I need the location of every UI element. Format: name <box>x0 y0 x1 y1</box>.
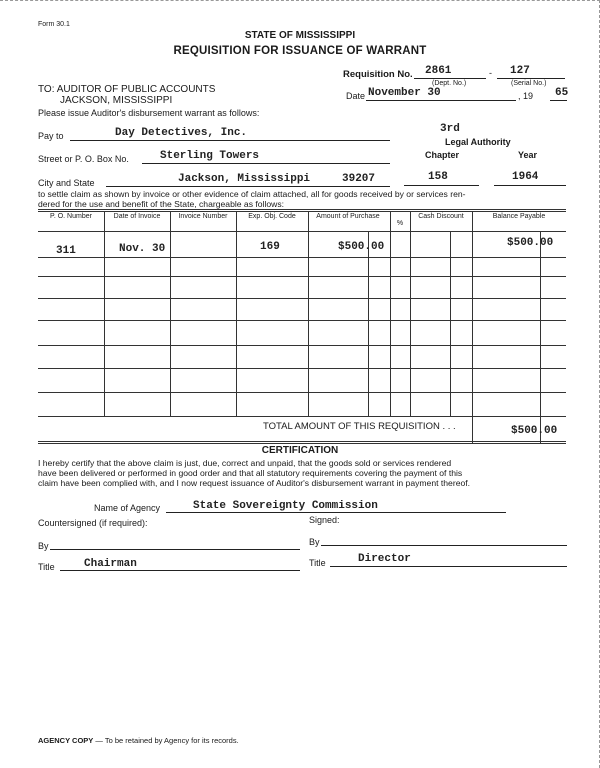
session-value: 3rd <box>440 123 460 135</box>
pay-to-value: Day Detectives, Inc. <box>115 127 248 139</box>
legal-year-value: 1964 <box>512 171 539 183</box>
left-title-value: Chairman <box>84 558 137 570</box>
chapter-value: 158 <box>428 171 448 183</box>
serial-number-line <box>497 78 565 79</box>
date-value: November 30 <box>368 87 441 99</box>
requisition-label: Requisition No. <box>343 69 413 80</box>
right-by-label: By <box>309 537 320 547</box>
street-line <box>142 163 390 164</box>
certification-title: CERTIFICATION <box>261 445 339 456</box>
right-title-value: Director <box>358 553 411 565</box>
instruction-text: Please issue Auditor's disbursement warrant as follows: <box>38 108 260 118</box>
row-amount: $500.00 <box>338 241 385 253</box>
street-label: Street or P. O. Box No. <box>38 154 129 164</box>
signed-label: Signed: <box>309 515 340 525</box>
zip-value: 39207 <box>342 173 376 185</box>
header-exp-obj-code: Exp. Obj. Code <box>248 213 296 220</box>
street-value: Sterling Towers <box>160 150 260 162</box>
claim-text-line2: dered for the use and benefit of the State, chargeable as follows: <box>38 199 285 209</box>
header-cash-discount: Cash Discount <box>418 213 464 220</box>
certification-line3: claim have been complied with, and I now request issuance of Auditor's disbursement warrant in payment thereof. <box>38 478 471 488</box>
footer-note <box>38 736 239 745</box>
left-by-line <box>50 549 300 550</box>
claim-text-line1: to settle claim as shown by invoice or other evidence of claim attached, all for goods received by or services ren- <box>38 189 466 199</box>
header-invoice-number: Invoice Number <box>178 213 228 220</box>
addressee-line1: TO: AUDITOR OF PUBLIC ACCOUNTS <box>38 84 216 95</box>
year-line <box>550 100 567 101</box>
chapter-label: Chapter <box>425 150 460 160</box>
left-title-line <box>60 570 300 571</box>
addressee-line2: JACKSON, MISSISSIPPI <box>60 95 173 106</box>
countersigned-label: Countersigned (if required): <box>38 518 148 528</box>
row-date-of-invoice: Nov. 30 <box>119 243 166 255</box>
footer-copy-note: — To be retained by Agency for its records. <box>95 736 239 745</box>
state-heading: STATE OF MISSISSIPPI <box>244 30 356 41</box>
city-line <box>106 186 390 187</box>
year-prefix: , 19 <box>518 91 534 101</box>
row-balance: $500.00 <box>507 237 554 249</box>
form-title: REQUISITION FOR ISSUANCE OF WARRANT <box>173 45 427 57</box>
serial-number-value: 127 <box>510 65 530 77</box>
left-title-label: Title <box>38 562 55 572</box>
row-po-number: 311 <box>56 245 76 257</box>
pay-to-line <box>70 140 390 141</box>
certification-line1: I hereby certify that the above claim is just, due, correct and unpaid, that the goods sold or services rendered <box>38 458 452 468</box>
legal-year-line <box>494 185 566 186</box>
form-number: Form 30.1 <box>38 21 70 28</box>
header-date-of-invoice: Date of Invoice <box>113 213 161 220</box>
left-by-label: By <box>38 541 49 551</box>
requisition-dash: - <box>489 68 492 78</box>
right-title-line <box>330 566 567 567</box>
right-by-line <box>321 545 567 546</box>
agency-value: State Sovereignty Commission <box>193 500 378 512</box>
dept-number-value: 2861 <box>425 65 452 77</box>
header-po-number: P. O. Number <box>50 213 92 220</box>
right-title-label: Title <box>309 558 326 568</box>
header-percent: % <box>396 220 404 227</box>
pay-to-label: Pay to <box>38 131 64 141</box>
agency-line <box>166 512 506 513</box>
legal-authority-label: Legal Authority <box>445 137 511 147</box>
certification-line2: have been delivered or performed in good order and that all statutory requirements covering the payment of this <box>38 468 463 478</box>
chapter-line <box>404 185 479 186</box>
total-value: $500.00 <box>511 425 558 437</box>
serial-caption: (Serial No.) <box>511 80 547 87</box>
header-balance-payable: Balance Payable <box>492 213 546 220</box>
dept-number-line <box>414 78 486 79</box>
city-value: Jackson, Mississippi <box>178 173 311 185</box>
agency-label: Name of Agency <box>94 503 161 513</box>
year-value: 65 <box>555 87 569 99</box>
header-amount-of-purchase: Amount of Purchase <box>316 213 380 220</box>
row-exp-obj-code: 169 <box>260 241 280 253</box>
year-label: Year <box>518 150 538 160</box>
date-line <box>366 100 516 101</box>
city-label: City and State <box>38 178 95 188</box>
total-label: TOTAL AMOUNT OF THIS REQUISITION . . . <box>263 421 456 432</box>
date-label: Date <box>346 91 366 101</box>
footer-copy-label: AGENCY COPY <box>38 736 94 745</box>
dept-caption: (Dept. No.) <box>432 80 467 87</box>
